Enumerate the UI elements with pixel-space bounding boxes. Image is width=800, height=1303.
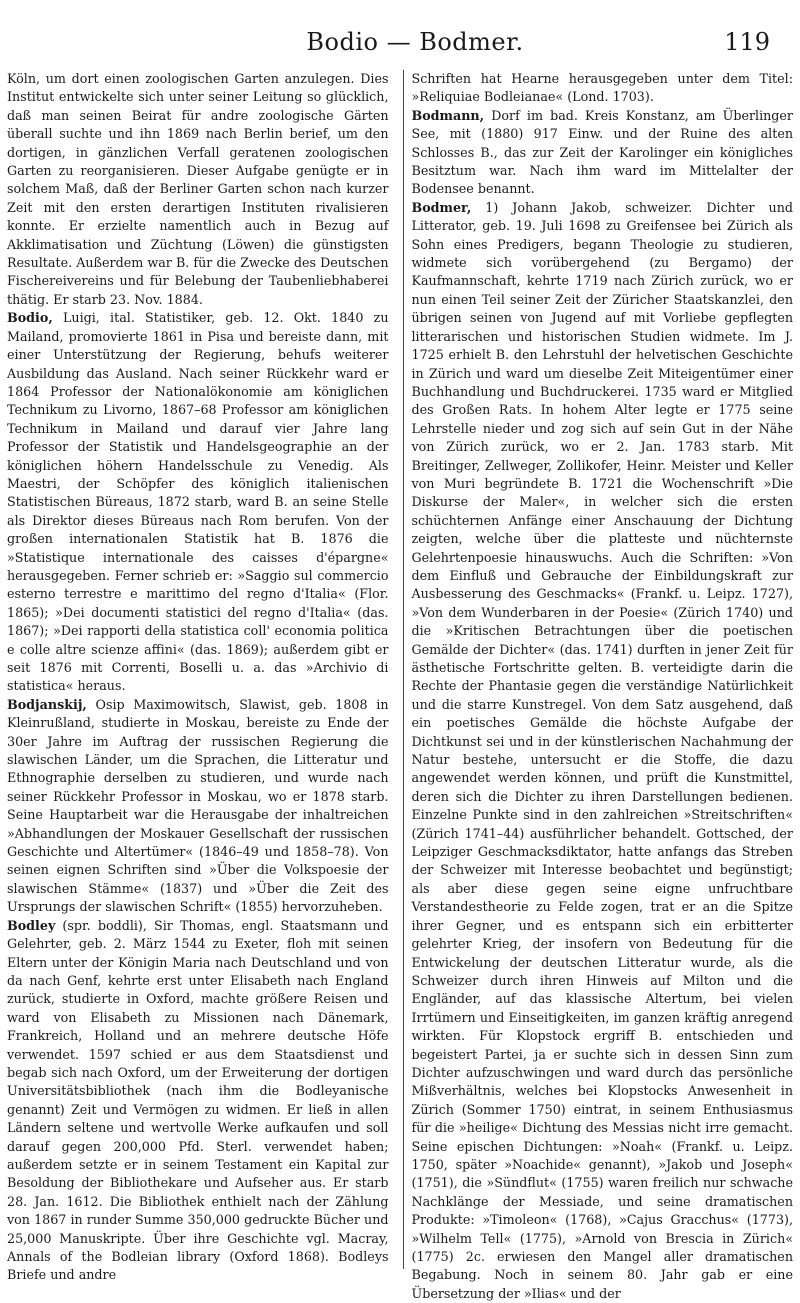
entry-headword: Bodley (7, 917, 56, 933)
entry-headword: Bodio, (7, 310, 53, 326)
entry-body: Osip Maximowitsch, Slawist, geb. 1808 in Kleinrußland, studierte in Moskau, bereiste zu Ende der 30er Jahre im Auftrag der russischen Regierung die slawischen Länder, um die Sprachen, die Litteratur und Ethnographie derselben zu studieren, und wurde nach seiner Rückkehr Professor in Moskau, wo er 1878 starb. Seine Hauptarbeit war die Herausgabe der inhaltreichen »Abhandlungen der Moskauer Gesellschaft der russischen Geschichte und Altertümer« (1846–49 und 1858–78). Von seinen eignen Schriften sind »Über die Volkspoesie der slawischen Stämme« (1837) und »Über die Zeit des Ursprungs der slawischen Schrift« (1855) hervorzuheben. (7, 696, 389, 915)
entry-body: Sir Thomas, engl. Staatsmann und Gelehrter, geb. 2. März 1544 zu Exeter, floh mit seinen Eltern unter der Königin Maria nach Deutschland und von da nach Genf, kehrte erst unter Elisabeth nach England zurück, studierte in Oxford, machte größere Reisen und ward von Elisabeth zu Missionen nach Dänemark, Frankreich, Holland und an mehrere deutsche Höfe verwendet. 1597 schied er aus dem Staatsdienst und begab sich nach Oxford, um der Erweiterung der dortigen Universitätsbibliothek (nach ihm die Bodleyanische genannt) Zeit und Vermögen zu widmen. Er ließ in allen Ländern seltene und wertvolle Werke aufkaufen und soll darauf gegen 200,000 Pfd. Sterl. verwendet haben; außerdem setzte er in seinem Testament ein Kapital zur Besoldung der Bibliothekare und Aufseher aus. Er starb 28. Jan. 1612. Die Bibliothek enthielt nach der Zählung von 1867 in runder Summe 350,000 gedruckte Bücher und 25,000 Manuskripte. Über ihre Geschichte vgl. Macray, Annals of the Bodleian library (Oxford 1868). Bodleys Briefe und andre (7, 917, 389, 1283)
entry-headword: Bodmer, (411, 199, 472, 215)
text-columns (7, 70, 793, 1301)
entry-headword: Bodjanskij, (7, 696, 87, 712)
page-header (60, 28, 770, 60)
entry-headword: Bodmann, (411, 107, 485, 123)
entry-body: Dorf im bad. Kreis Konstanz, am Überlinger See, mit (1880) 917 Einw. und der Ruine des alten Schlosses B., das zur Zeit der Karolinger ein königliches Besitztum war. Nach ihm ward im Mittelalter der Bodensee benannt. (411, 107, 793, 197)
right-column (403, 70, 794, 1301)
entry-bodmann (412, 107, 794, 199)
entry-bodmer (412, 199, 794, 1303)
entry-bodley (7, 917, 389, 1285)
entry-body: 1) Johann Jakob, schweizer. Dichter und Litterator, geb. 19. Juli 1698 zu Greifensee bei Zürich als Sohn eines Predigers, begann Theologie zu studieren, widmete sich vorübergehend (zu Bergamo) der Kaufmannschaft, kehrte 1719 nach Zürich zurück, wo er nun einen Teil seiner Zeit der Züricher Staatskanzlei, den übrigen seinen von Jugend auf mit Vorliebe gepflegten litterarischen und historischen Studien widmete. Im J. 1725 erhielt B. den Lehrstuhl der helvetischen Geschichte in Zürich und ward um dieselbe Zeit Miteigentümer einer Buchhandlung und Buchdruckerei. 1735 ward er Mitglied des Großen Rats. In hohem Alter legte er 1775 seine Lehrstelle nieder und zog sich auf sein Gut in der Nähe von Zürich zurück, wo er 2. Jan. 1783 starb. Mit Breitinger, Zellweger, Zollikofer, Heinr. Meister und Keller von Muri begründete B. 1721 die Wochenschrift »Die Diskurse der Maler«, in welcher sich die ersten schüchternen Anfänge einer Anschauung der Dichtung zeigten, welche über die platteste und nüchternste Gelehrtenpoesie hinauswuchs. Auch die Schriften: »Von dem Einfluß und Gebrauche der Einbildungskraft zur Ausbesserung des Geschmacks« (Frankf. u. Leipz. 1727), »Von dem Wunderbaren in der Poesie« (Zürich 1740) und die »Kritischen Betrachtungen über die poetischen Gemälde der Dichter« (das. 1741) durften in jener Zeit für ästhetische Fortschritte gelten. B. verteidigte darin die Rechte der Phantasie gegen die verständige Natürlichkeit und die starre Kunstregel. Von dem Satz ausgehend, daß ein poetisches Gemälde die höchste Aufgabe der Dichtkunst sei und in der künstlerischen Nachahmung der Natur bestehe, untersucht er die Stoffe, die dazu angewendet werden können, und prüft die Kunstmittel, deren sich die Dichter zu ihren Darstellungen bedienen. Einzelne Punkte sind in den zahlreichen »Streitschriften« (Zürich 1741–44) ausführlicher behandelt. Gottsched, der Leipziger Geschmacksdiktator, hatte anfangs das Streben der Schweizer mit Interesse beobachtet und begünstigt; als aber diese gegen seine eigne unfruchtbare Verstandestheorie zu Felde zogen, trat er an die Spitze ihrer Gegner, und es entspann sich ein erbitterter gelehrter Krieg, der insofern von Bedeutung für die Entwickelung der deutschen Litteratur wurde, als die Schweizer durch ihren Hinweis auf Milton und die Engländer, auf das klassische Altertum, bei vielen Irrtümern und Einseitigkeiten, im ganzen kräftig anregend wirkten. Für Klopstock ergriff B. entschieden und begeistert Partei, ja er suchte sich in dessen Sinn zum Dichter aufzuschwingen und ward durch das persönliche Mißverhältnis, welches bei Klopstocks Anwesenheit in Zürich (Sommer 1750) eintrat, in seinem Enthusiasmus für die »heilige« Dichtung des Messias nicht irre gemacht. Seine epischen Dichtungen: »Noah« (Frankf. u. Leipz. 1750, später »Noachide« genannt), »Jakob und Joseph« (1751), die »Sündflut« (1755) waren freilich nur schwache Nachklänge der Messiade, und seine dramatischen Produkte: »Timoleon« (1768), »Cajus Gracchus« (1773), »Wilhelm Tell« (1775), »Arnold von Brescia in Zürich« (1775) 2c. erwiesen den Mangel aller dramatischen Begabung. Noch in seinem 80. Jahr gab er eine Übersetzung der »Ilias« und der (411, 199, 793, 1301)
paragraph-continuation: Köln, um dort einen zoologischen Garten anzulegen. Dies Institut entwickelte sich unter seiner Leitung so glücklich, daß man seinen Beirat für andre zoologische Gärten überall suchte und ihn 1869 nach Berlin berief, um den dortigen, in gänzlichen Verfall geratenen zoologischen Garten zu reorganisieren. Dieser Aufgabe genügte er in solchem Maß, daß der Berliner Garten schon nach kurzer Zeit mit den ersten derartigen Instituten rivalisieren konnte. Er erzielte namentlich auch in Bezug auf Akklimatisation und Züchtung (Löwen) die günstigsten Resultate. Außerdem war B. für die Zwecke des Deutschen Fischereivereins und für Belebung der Taubenliebhaberei thätig. Er starb 23. Nov. 1884. (7, 71, 389, 307)
entry-bodio (7, 309, 389, 696)
left-column (7, 70, 389, 1283)
pronunciation-note: (spr. boddli), (55, 917, 147, 933)
paragraph-continuation: Schriften hat Hearne herausgegeben unter dem Titel: »Reliquiae Bodleianae« (Lond. 1703). (411, 71, 793, 105)
entry-bodjanskij (7, 696, 389, 917)
running-head: Bodio — Bodmer. (306, 28, 524, 56)
page-number: 119 (724, 28, 770, 56)
entry-body: Luigi, ital. Statistiker, geb. 12. Okt. 1840 zu Mailand, promovierte 1861 in Pisa und bereiste dann, mit einer Unterstützung der Regierung, behufs weiterer Ausbildung das Ausland. Nach seiner Rückkehr ward er 1864 Professor der Nationalökonomie am königlichen Technikum zu Livorno, 1867–68 Professor am königlichen Technikum in Mailand und darauf vier Jahre lang Professor der Statistik und Handelsgeographie an der königlichen höhern Handelsschule zu Venedig. Als Maestri, der Schöpfer des königlich italienischen Statistischen Büreaus, 1872 starb, ward B. an seine Stelle als Direktor dieses Büreaus nach Rom berufen. Von der großen internationalen Statistik hat B. 1876 die »Statistique internationale des caisses d'épargne« herausgegeben. Ferner schrieb er: »Saggio sul commercio esterno terrestre e marittimo del regno d'Italia« (Flor. 1865); »Dei documenti statistici del regno d'Italia« (das. 1867); »Dei rapporti della statistica coll' economia politica e colle altre scienze affini« (das. 1869); außerdem gibt er seit 1876 mit Correnti, Boselli u. a. das »Archivio di statistica« heraus. (7, 310, 389, 694)
